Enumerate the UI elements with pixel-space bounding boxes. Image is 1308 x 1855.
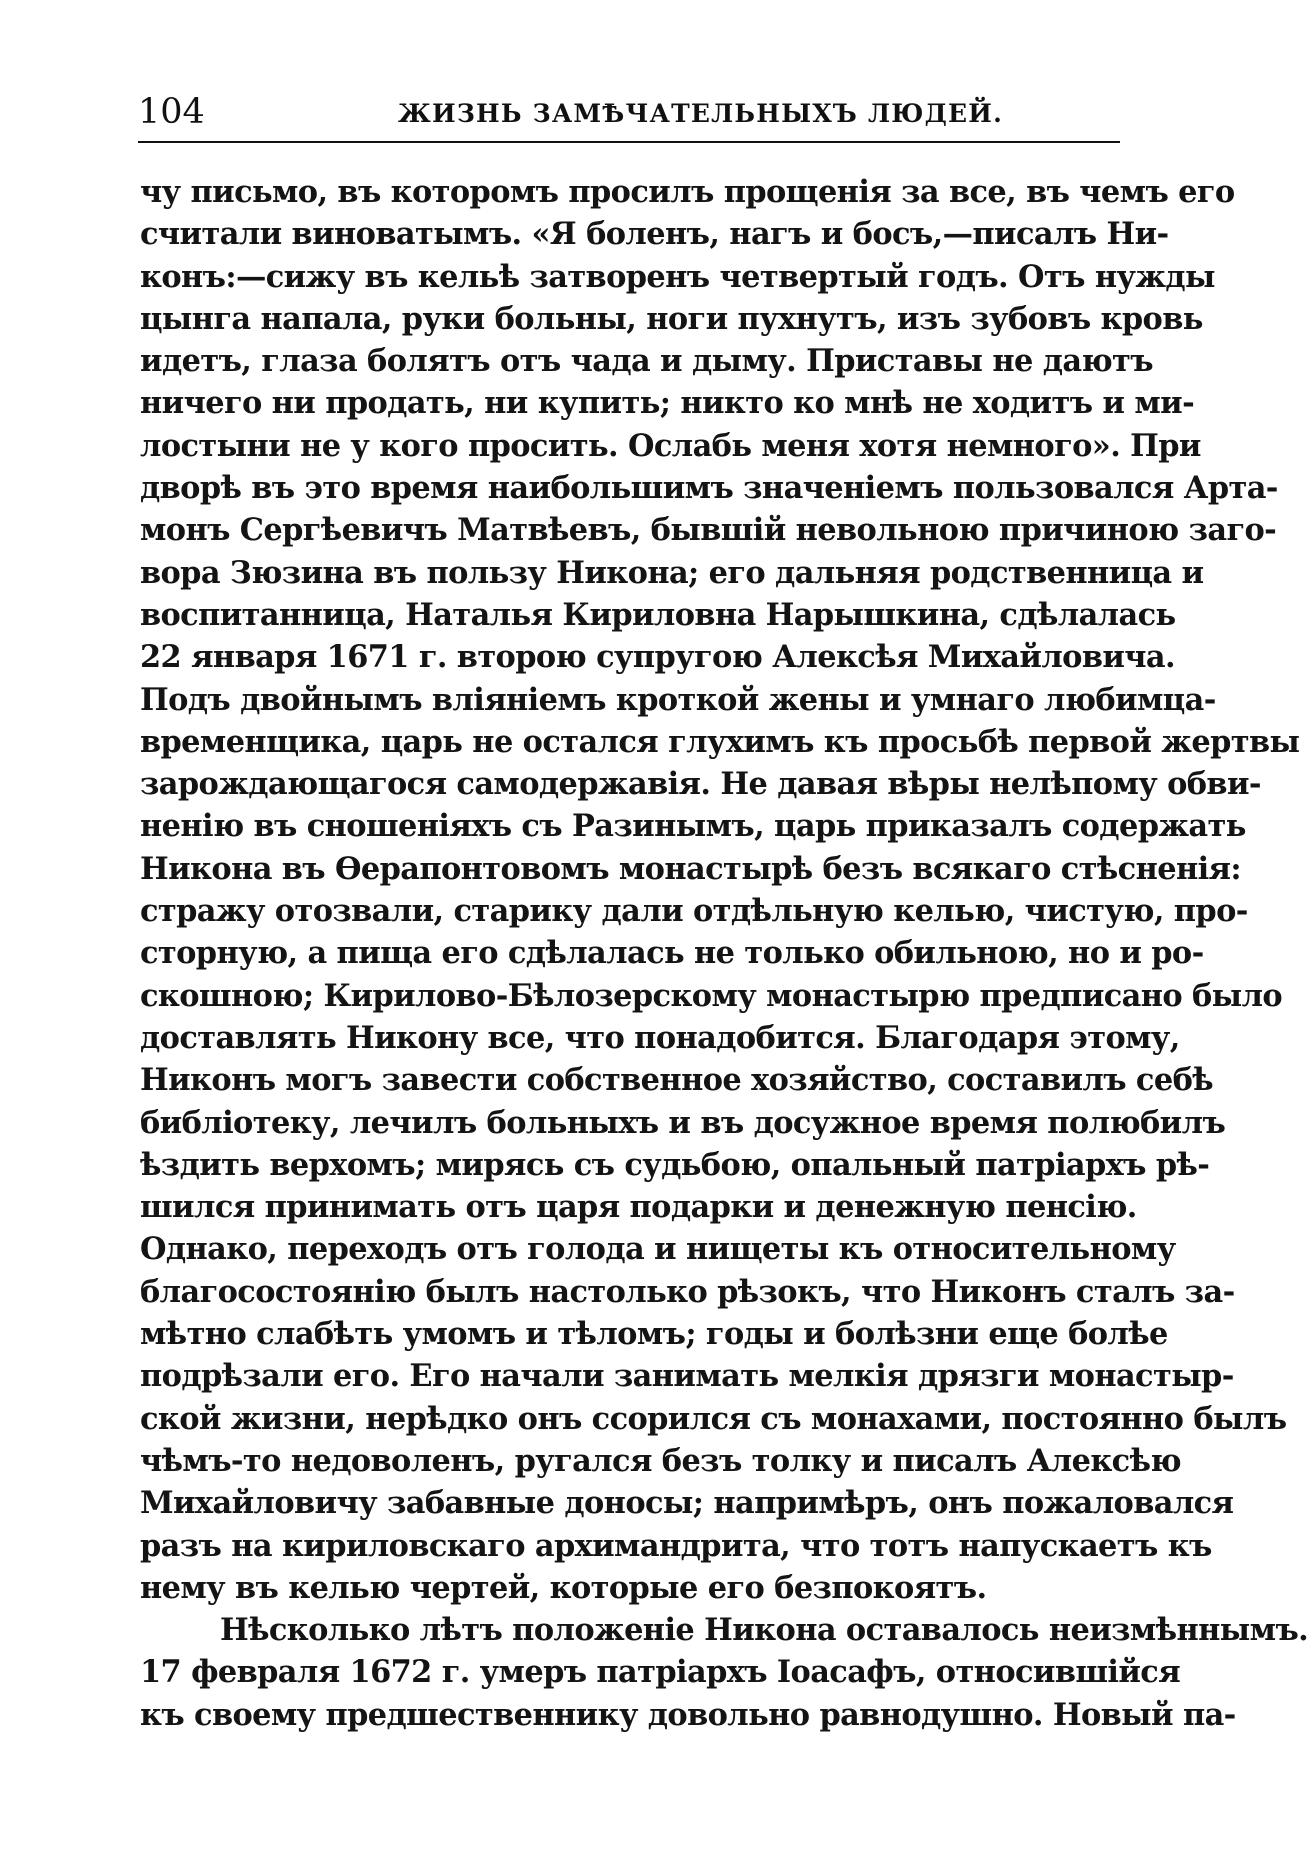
text-line: доставлять Никону все, что понадобится. Благодаря этому, xyxy=(140,1019,1180,1056)
text-line: скошною; Кирилово-Бѣлозерскому монастырю предписано было xyxy=(140,977,1283,1014)
text-line: зарождающагося самодержавія. Не давая вѣры нелѣпому обви- xyxy=(140,766,1261,803)
text-line: мѣтно слабѣть умомъ и тѣломъ; годы и болѣзни еще болѣе xyxy=(140,1316,1168,1353)
text-line: шился принимать отъ царя подарки и денежную пенсію. xyxy=(140,1189,1137,1226)
running-head xyxy=(138,92,1120,136)
text-line: идетъ, глаза болятъ отъ чада и дыму. Приставы не даютъ xyxy=(140,343,1153,380)
text-line: воспитанница, Наталья Кириловна Нарышкина, сдѣлалась xyxy=(140,596,1176,633)
text-line: подрѣзали его. Его начали занимать мелкія дрязги монастыр- xyxy=(140,1358,1234,1395)
text-line: считали виноватымъ. «Я боленъ, нагъ и босъ,—писалъ Ни- xyxy=(140,216,1169,253)
text-line: лостыни не у кого просить. Ослабь меня хотя немного». При xyxy=(140,427,1201,464)
text-line: ненію въ сношеніяхъ съ Разинымъ, царь приказалъ содержать xyxy=(140,808,1246,845)
text-line: ской жизни, нерѣдко онъ ссорился съ монахами, постоянно былъ xyxy=(140,1400,1287,1437)
body-text xyxy=(140,171,1308,1736)
text-line: библіотеку, лечилъ больныхъ и въ досужное время полюбилъ xyxy=(140,1104,1226,1141)
page-number: 104 xyxy=(138,92,205,132)
text-line-paragraph-start: Нѣсколько лѣтъ положеніе Никона оставалось неизмѣннымъ. xyxy=(220,1612,1308,1649)
header-rule xyxy=(138,141,1120,143)
text-line: вора Зюзина въ пользу Никона; его дальняя родственница и xyxy=(140,554,1204,591)
text-line: временщика, царь не остался глухимъ къ просьбѣ первой жертвы xyxy=(140,723,1300,760)
text-line: дворѣ въ это время наибольшимъ значеніемъ пользовался Арта- xyxy=(140,470,1278,507)
text-line: разъ на кириловскаго архимандрита, что тотъ напускаетъ къ xyxy=(140,1527,1212,1564)
text-line: Никона въ Ѳерапонтовомъ монастырѣ безъ всякаго стѣсненія: xyxy=(140,850,1242,887)
text-line: 22 января 1671 г. второю супругою Алексѣя Михайловича. xyxy=(140,639,1175,676)
text-line: ничего ни продать, ни купить; никто ко мнѣ не ходитъ и ми- xyxy=(140,385,1195,422)
text-line: Никонъ могъ завести собственное хозяйство, составилъ себѣ xyxy=(140,1062,1214,1099)
text-line: монъ Сергѣевичъ Матвѣевъ, бывшій невольною причиною заго- xyxy=(140,512,1277,549)
text-line: Михайловичу забавные доносы; напримѣръ, онъ пожаловался xyxy=(140,1485,1234,1522)
text-line: чу письмо, въ которомъ просилъ прощенія за все, въ чемъ его xyxy=(140,174,1235,210)
text-line: 17 февраля 1672 г. умеръ патріархъ Іоасафъ, относившійся xyxy=(140,1654,1181,1691)
text-line: конъ:—сижу въ кельѣ затворенъ четвертый годъ. Отъ нужды xyxy=(140,258,1215,295)
text-line: къ своему предшественнику довольно равнодушно. Новый па- xyxy=(140,1696,1236,1733)
text-line: ѣздить верхомъ; мирясь съ судьбою, опальный патріархъ рѣ- xyxy=(140,1146,1210,1183)
running-title: ЖИЗНЬ ЗАМѢЧАТЕЛЬНЫХЪ ЛЮДЕЙ. xyxy=(398,99,1004,128)
text-line: стражу отозвали, старику дали отдѣльную келью, чистую, про- xyxy=(140,893,1248,930)
text-line: чѣмъ-то недоволенъ, ругался безъ толку и писалъ Алексѣю xyxy=(140,1442,1181,1479)
text-line: Подъ двойнымъ вліяніемъ кроткой жены и умнаго любимца- xyxy=(140,681,1216,718)
text-line-paragraph-end: нему въ келью чертей, которые его безпокоятъ. xyxy=(140,1569,987,1606)
text-line: цынга напала, руки больны, ноги пухнутъ, изъ зубовъ кровь xyxy=(140,300,1203,337)
text-line: благосостоянію былъ настолько рѣзокъ, что Никонъ сталъ за- xyxy=(140,1273,1235,1310)
text-line: Однако, переходъ отъ голода и нищеты къ относительному xyxy=(140,1231,1176,1268)
text-line: сторную, а пища его сдѣлалась не только обильною, но и ро- xyxy=(140,935,1204,972)
